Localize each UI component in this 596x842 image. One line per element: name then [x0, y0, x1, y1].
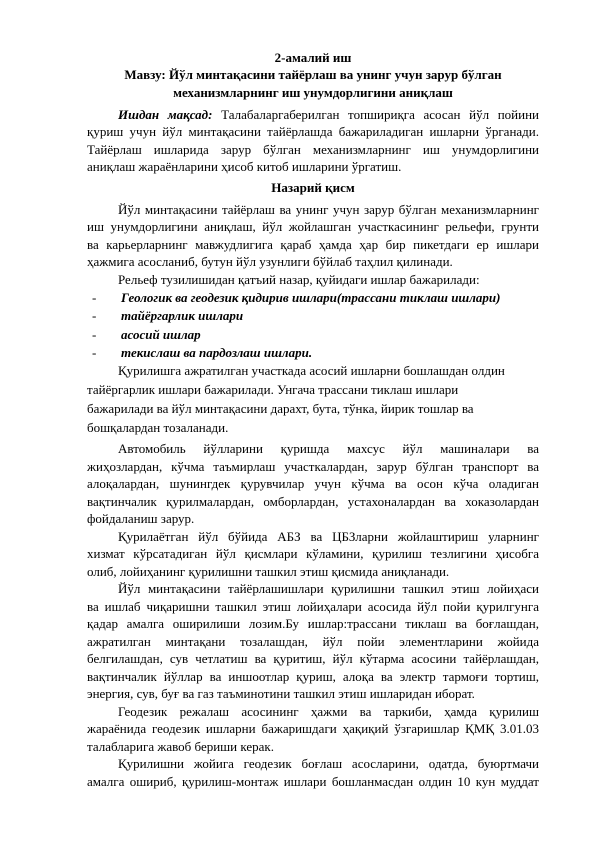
para1-line-3: ва карьерларнинг мавжудлигига қараб ҳамда ҳар бир пикетдаги ер ишлари: [87, 237, 539, 252]
para5-line-4: ажратилган минтақани тозалашдан, йўл пойи элементларини жойида: [87, 634, 539, 649]
bullet-marker: -: [92, 290, 97, 305]
para3-line-1: Автомобиль йўлларини қуришда махсус йўл машиналари ва: [118, 441, 539, 456]
goal-line-3: Тайёрлаш ишларида зарур бўлган механизмларнинг иш унумдорлигини: [87, 142, 539, 157]
para6-line-3: талабларига жавоб бериши керак.: [87, 739, 274, 754]
goal-line-2: қуриш учун йўл минтақасини тайёрлашда бажариладиган ишларни ўрганади.: [87, 124, 539, 139]
para2-line-1: Қурилишга ажратилган участкада асосий ишларни бошлашдан олдин: [118, 363, 505, 378]
bullet-marker: -: [92, 308, 97, 323]
goal-label: Ишдан мақсад:: [118, 107, 213, 122]
para5-line-1: Йўл минтақасини тайёрлашишлари қурилишни ташкил этиш лойиҳаси: [118, 581, 539, 596]
para5-line-5: белгилашдан, сув четлатиш ва қуритиш, йўл кўтарма асосини тайёрлашдан,: [87, 651, 539, 666]
para7-line-1: Қурилишни жойига геодезик боғлаш асосларини, одатда, буюртмачи: [118, 756, 539, 771]
para4-line-1: Қурилаётган йўл бўйида АБЗ ва ЦБЗларни жойлаштириш уларнинг: [118, 529, 539, 544]
para1-line-1: Йўл минтақасини тайёрлаш ва унинг учун зарур бўлган механизмларнинг: [118, 202, 539, 217]
para5-line-2: ва ишлаб чиқаришни ташкил этиш лойиҳалари асосида йўл пойи қурилгунга: [87, 599, 539, 614]
para5-line-7: энергия, сув, буғ ва газ таъминотини ташкил этиш ишларидан иборат.: [87, 686, 475, 701]
para3-line-5: фойдаланиш зарур.: [87, 511, 195, 526]
para5-line-3: қадар амалга оширилиши лозим.Бу ишлар:трассани тиклаш ва боғлашдан,: [87, 616, 539, 631]
bullet-marker: -: [92, 327, 97, 342]
para5-line-6: вақтинчалик йўллар ва иншоотлар қуриш, алоқа ва электр тармоғи тортиш,: [87, 669, 539, 684]
practical-work-number: 2-амалий иш: [274, 50, 352, 65]
para7-line-2: амалга ошириб, қурилиш-монтаж ишлари бошланмасдан олдин 10 кун муддат: [87, 774, 539, 789]
relief-line: Рельеф тузилишидан қатъий назар, қуйидаги ишлар бажарилади:: [118, 272, 480, 287]
para4-line-2: хизмат кўрсатадиган йўл қисмлари кўламини, қурилиш тезлигини ҳисобга: [87, 546, 539, 561]
bullet-marker: -: [92, 345, 97, 360]
para6-line-2: жараёнида геодезик ишларни бажаришдаги ҳақиқий ўзгаришлар ҚМҚ 3.01.03: [87, 721, 539, 736]
para2-line-3: бажарилади ва йўл минтақасини дарахт, бута, тўнка, йирик тошлар ва: [87, 401, 474, 416]
goal-line-1: [118, 106, 539, 123]
para3-line-2: жиҳозлардан, кўчма таъмирлаш участкалардан, зарур бўлган транспорт ва: [87, 459, 539, 474]
goal-line-4: аниқлаш жараёнларини ҳисоб китоб ишларини ўргатиш.: [87, 159, 402, 174]
bullet-item: асосий ишлар: [121, 327, 201, 342]
para3-line-3: алоқалардан, шунингдек қурувчилар учун кўчма ва осон кўча оладиган: [87, 476, 539, 491]
para2-line-2: тайёргарлик ишлари бажарилади. Унгача трассани тиклаш ишлари: [87, 382, 459, 397]
para4-line-3: олиб, лойиҳанинг қурилишни ташкил этиш қисмида аниқланади.: [87, 564, 450, 579]
para1-line-2: иш унумдорлигини аниқлаш, йўл жойлашган участкасининг рельефи, грунти: [87, 219, 539, 234]
bullet-item: тайёргарлик ишлари: [121, 308, 244, 323]
theory-heading: Назарий қисм: [271, 180, 355, 195]
para6-line-1: Геодезик режалаш асосининг ҳажми ва таркиби, ҳамда қурилиш: [118, 704, 539, 719]
para2-line-4: бошқалардан тозаланади.: [87, 420, 229, 435]
bullet-item: Геологик ва геодезик қидирив ишлари(трассани тиклаш ишлари): [121, 290, 501, 305]
bullet-item: текислаш ва пардозлаш ишлари.: [121, 345, 313, 360]
para1-line-4: ҳажмига асосланиб, бутун йўл узунлиги бўйлаб таҳлил қилинади.: [87, 254, 453, 269]
para3-line-4: вақтинчалик қурилмалардан, омборлардан, устахоналардан ва хоказолардан: [87, 494, 539, 509]
goal-text: Талабаларгаберилган топшириқга асосан йўл пойини: [221, 107, 539, 122]
topic-title-line-1: Мавзу: Йўл минтақасини тайёрлаш ва унинг учун зарур бўлган: [124, 67, 502, 82]
topic-title-line-2: механизмларнинг иш унумдорлигини аниқлаш: [173, 85, 453, 100]
